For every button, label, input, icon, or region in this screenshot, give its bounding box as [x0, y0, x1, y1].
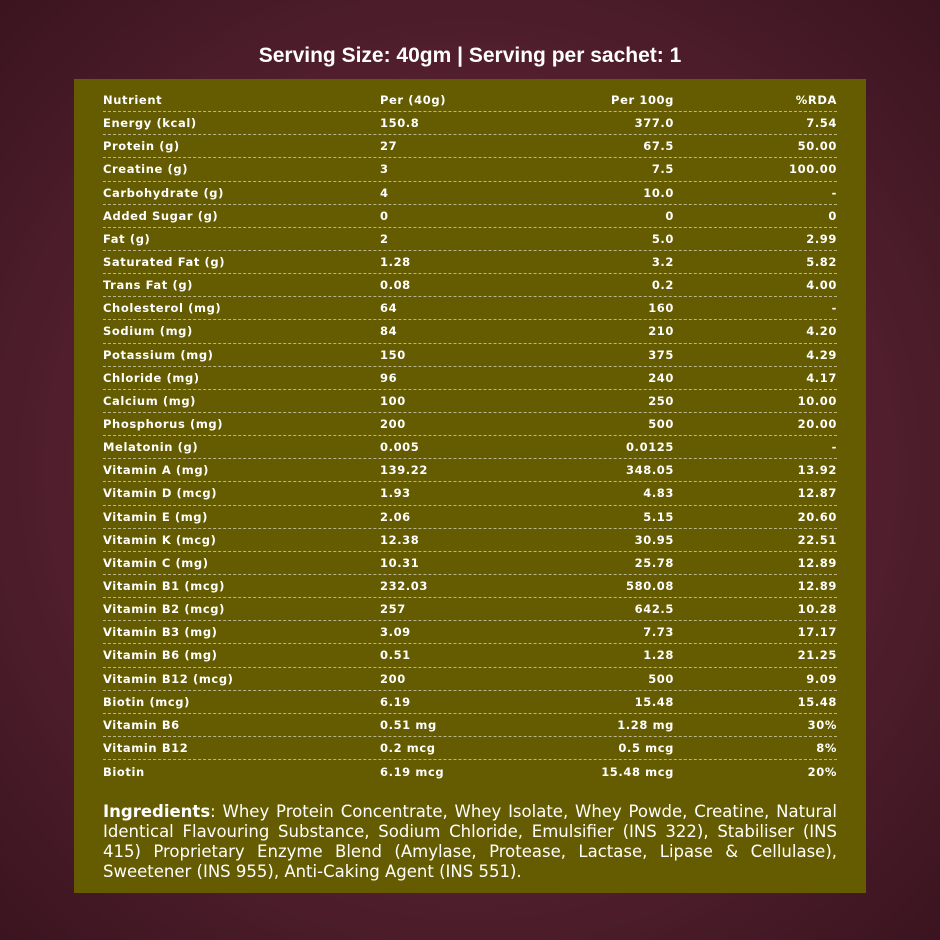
rda-value: 20%	[807, 764, 837, 779]
per-100g-value: 5.15	[643, 509, 674, 524]
nutrient-name: Biotin	[103, 764, 145, 779]
table-row	[103, 182, 837, 205]
nutrient-name: Vitamin A (mg)	[103, 463, 210, 478]
table-row	[103, 482, 837, 505]
per-40g-value: 200	[380, 671, 406, 686]
per-40g-value: 139.22	[380, 463, 428, 478]
ingredients-text	[103, 802, 837, 882]
per-100g-value: 348.05	[626, 463, 674, 478]
per-100g-value: 67.5	[643, 139, 674, 154]
per-40g-value: 0.2 mcg	[380, 741, 436, 755]
table-header-row	[103, 89, 837, 112]
nutrient-name: Vitamin B12	[103, 741, 189, 755]
table-row	[103, 320, 837, 343]
nutrient-name: Vitamin B6 (mg)	[103, 648, 218, 663]
per-40g-value: 150	[380, 347, 406, 362]
table-row	[103, 529, 837, 552]
per-100g-value: 0.2	[651, 278, 674, 293]
rda-value: 0	[828, 208, 837, 223]
per-40g-value: 64	[380, 301, 398, 316]
nutrition-panel	[74, 79, 866, 893]
per-100g-value: 7.5	[651, 162, 674, 177]
nutrient-name: Protein (g)	[103, 139, 180, 154]
nutrient-name: Vitamin B1 (mcg)	[103, 579, 225, 594]
per-100g-value: 160	[648, 301, 674, 316]
rda-value: 30%	[807, 717, 837, 732]
rda-value: 8%	[816, 741, 837, 755]
nutrient-name: Fat (g)	[103, 231, 151, 246]
table-row	[103, 668, 837, 691]
nutrient-name: Vitamin E (mg)	[103, 509, 208, 524]
nutrient-name: Saturated Fat (g)	[103, 255, 226, 270]
per-100g-value: 642.5	[634, 602, 674, 617]
per-40g-value: 0.005	[380, 440, 420, 455]
table-row	[103, 112, 837, 135]
ingredients-label: Ingredients	[103, 802, 211, 821]
rda-value: 20.60	[797, 509, 837, 524]
per-100g-value: 4.83	[643, 486, 674, 501]
per-100g-value: 5.0	[651, 231, 674, 246]
per-40g-value: 96	[380, 370, 398, 385]
nutrient-name: Trans Fat (g)	[103, 278, 194, 293]
per-100g-value: 377.0	[634, 116, 674, 131]
per-40g-value: 257	[380, 602, 406, 617]
rda-value: 4.17	[806, 370, 837, 385]
nutrient-name: Sodium (mg)	[103, 324, 193, 339]
table-row	[103, 691, 837, 714]
table-row	[103, 459, 837, 482]
per-100g-value: 580.08	[626, 579, 674, 594]
nutrient-name: Energy (kcal)	[103, 116, 197, 131]
per-100g-value: 250	[648, 393, 674, 408]
per-40g-value: 12.38	[380, 532, 420, 547]
table-row	[103, 644, 837, 667]
table-row	[103, 575, 837, 598]
nutrient-name: Phosphorus (mg)	[103, 417, 224, 432]
per-40g-value: 0.08	[380, 278, 411, 293]
nutrient-name: Melatonin (g)	[103, 440, 199, 455]
rda-value: -	[831, 440, 837, 455]
per-40g-value: 150.8	[380, 116, 420, 131]
nutrient-name: Vitamin K (mcg)	[103, 532, 217, 547]
per-100g-value: 0.0125	[626, 440, 674, 455]
per-100g-value: 375	[648, 347, 674, 362]
table-row	[103, 205, 837, 228]
rda-value: 2.99	[806, 231, 837, 246]
column-header-nutrient: Nutrient	[103, 93, 163, 108]
per-40g-value: 0.51 mg	[380, 717, 437, 732]
per-40g-value: 100	[380, 393, 406, 408]
table-row	[103, 436, 837, 459]
per-40g-value: 84	[380, 324, 398, 339]
nutrient-name: Cholesterol (mg)	[103, 301, 222, 316]
per-40g-value: 0.51	[380, 648, 411, 663]
nutrient-name: Vitamin C (mg)	[103, 555, 209, 570]
nutrient-name: Biotin (mcg)	[103, 694, 190, 709]
table-row	[103, 760, 837, 783]
per-100g-value: 240	[648, 370, 674, 385]
nutrient-name: Vitamin B12 (mcg)	[103, 671, 234, 686]
column-header-per-40g: Per (40g)	[380, 93, 447, 108]
per-100g-value: 7.73	[643, 625, 674, 640]
rda-value: 15.48	[797, 694, 837, 709]
table-row	[103, 714, 837, 737]
rda-value: 10.28	[797, 602, 837, 617]
per-100g-value: 25.78	[634, 555, 674, 570]
table-row	[103, 737, 837, 760]
rda-value: 4.00	[806, 278, 837, 293]
rda-value: 100.00	[789, 162, 837, 177]
nutrient-name: Vitamin D (mcg)	[103, 486, 218, 501]
rda-value: 12.89	[797, 555, 837, 570]
per-40g-value: 10.31	[380, 555, 420, 570]
per-40g-value: 2	[380, 231, 389, 246]
nutrient-name: Vitamin B3 (mg)	[103, 625, 218, 640]
per-100g-value: 0	[665, 208, 674, 223]
per-100g-value: 210	[648, 324, 674, 339]
table-row	[103, 344, 837, 367]
column-header-per-100g: Per 100g	[611, 93, 674, 108]
per-40g-value: 1.28	[380, 255, 411, 270]
nutrient-name: Calcium (mg)	[103, 393, 197, 408]
per-100g-value: 0.5 mcg	[618, 741, 674, 755]
per-100g-value: 15.48 mcg	[601, 764, 674, 779]
rda-value: 17.17	[797, 625, 837, 640]
serving-size-title: Serving Size: 40gm | Serving per sachet: 1	[258, 44, 682, 67]
table-row	[103, 390, 837, 413]
rda-value: 5.82	[806, 255, 837, 270]
rda-value: 20.00	[797, 417, 837, 432]
nutrient-name: Potassium (mg)	[103, 347, 214, 362]
table-row	[103, 228, 837, 251]
per-100g-value: 15.48	[634, 694, 674, 709]
nutrient-name: Vitamin B2 (mcg)	[103, 602, 225, 617]
per-40g-value: 1.93	[380, 486, 411, 501]
per-100g-value: 500	[648, 671, 674, 686]
rda-value: 21.25	[797, 648, 837, 663]
rda-value: 10.00	[797, 393, 837, 408]
per-40g-value: 27	[380, 139, 398, 154]
nutrient-name: Vitamin B6	[103, 717, 180, 732]
table-row	[103, 367, 837, 390]
rda-value: 9.09	[806, 671, 837, 686]
per-40g-value: 0	[380, 208, 389, 223]
nutrient-name: Carbohydrate (g)	[103, 185, 224, 200]
nutrient-name: Chloride (mg)	[103, 370, 200, 385]
table-row	[103, 598, 837, 621]
table-row	[103, 413, 837, 436]
per-40g-value: 3	[380, 162, 389, 177]
per-40g-value: 6.19	[380, 694, 411, 709]
rda-value: 7.54	[806, 116, 837, 131]
per-100g-value: 10.0	[643, 185, 674, 200]
per-40g-value: 4	[380, 185, 389, 200]
rda-value: -	[831, 301, 837, 316]
nutrition-table	[103, 89, 837, 783]
column-header-rda: %RDA	[795, 93, 837, 108]
ingredients-list: : Whey Protein Concentrate, Whey Isolate, Whey Powde, Creatine, Natural Identical Flavouring Substance, Sodium Chloride, Emulsifier (INS 322), Stabiliser (INS 415) Proprietary Enzyme Blend (Amylase, Protease, Lactase, Lipase & Cellulase), Sweetener (INS 955), Anti-Caking Agent (INS 551).	[103, 802, 837, 881]
rda-value: 12.89	[797, 579, 837, 594]
table-row	[103, 158, 837, 181]
table-row	[103, 274, 837, 297]
per-100g-value: 1.28 mg	[617, 717, 674, 732]
table-row	[103, 297, 837, 320]
rda-value: 22.51	[797, 532, 837, 547]
per-40g-value: 200	[380, 417, 406, 432]
per-40g-value: 3.09	[380, 625, 411, 640]
per-100g-value: 1.28	[643, 648, 674, 663]
per-100g-value: 30.95	[634, 532, 674, 547]
per-40g-value: 2.06	[380, 509, 411, 524]
rda-value: 4.29	[806, 347, 837, 362]
per-100g-value: 3.2	[651, 255, 674, 270]
rda-value: 12.87	[797, 486, 837, 501]
table-row	[103, 552, 837, 575]
rda-value: 13.92	[797, 463, 837, 478]
table-row	[103, 621, 837, 644]
nutrient-name: Added Sugar (g)	[103, 208, 219, 223]
nutrient-name: Creatine (g)	[103, 162, 189, 177]
table-row	[103, 506, 837, 529]
table-row	[103, 135, 837, 158]
rda-value: 50.00	[797, 139, 837, 154]
table-row	[103, 251, 837, 274]
rda-value: -	[831, 185, 837, 200]
per-100g-value: 500	[648, 417, 674, 432]
rda-value: 4.20	[806, 324, 837, 339]
per-40g-value: 232.03	[380, 579, 428, 594]
per-40g-value: 6.19 mcg	[380, 764, 445, 779]
